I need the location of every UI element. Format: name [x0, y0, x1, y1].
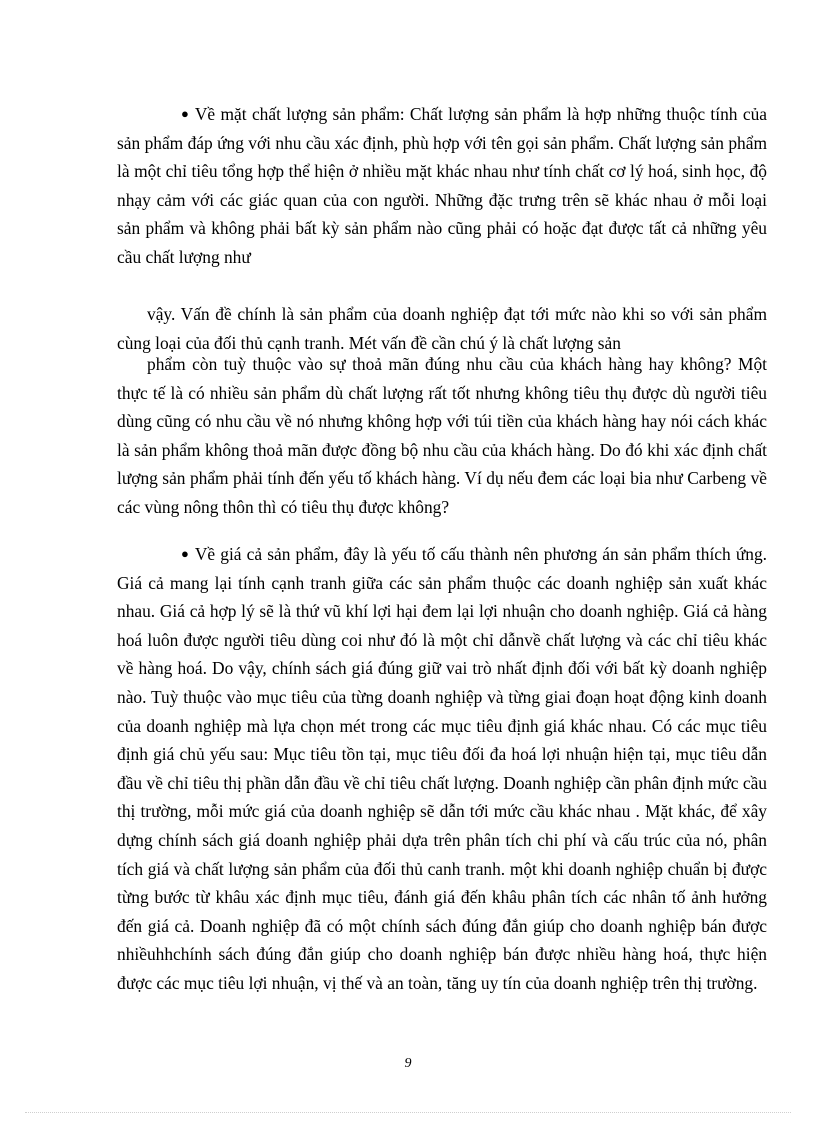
paragraph-text: Về mặt chất lượng sản phẩm: Chất lượng sản phẩm là hợp những thuộc tính của sản phẩm đáp ứng với nhu cầu xác định, phù hợp với tên gọi sản phẩm. Chất lượng sản phẩm là một chỉ tiêu tổng hợp thể hiện ở nhiều mặt khác nhau như tính chất cơ lý hoá, sinh học, độ nhạy cảm với các giác quan của con người. Những đặc trưng trên sẽ khác nhau ở mỗi loại sản phẩm và không phải bất kỳ sản phẩm nào cũng phải có hoặc đạt được tất cả những yêu cầu chất lượng như: [117, 104, 767, 267]
paragraph-text: Về giá cả sản phẩm, đây là yếu tố cấu thành nên phương án sản phẩm thích ứng. Giá cả mang lại tính cạnh tranh giữa các sản phẩm thuộc các doanh nghiệp sản xuất khác nhau. Giá cả hợp lý sẽ là thứ vũ khí lợi hại đem lại lợi nhuận cho doanh nghiệp. Giá cả hàng hoá luôn được người tiêu dùng coi như đó là một chỉ dẫnvề chất lượng và các chỉ tiêu khác về hàng hoá. Do vậy, chính sách giá đúng giữ vai trò nhất định đối với bất kỳ doanh nghiệp nào. Tuỳ thuộc vào mục tiêu của từng doanh nghiệp và từng giai đoạn hoạt động kinh doanh của doanh nghiệp mà lựa chọn mét trong các mục tiêu định giá khác nhau. Có các mục tiêu định giá chủ yếu sau: Mục tiêu tồn tại, mục tiêu đối đa hoá lợi nhuận hiện tại, mục tiêu dẫn đầu về chỉ tiêu thị phần dẫn đầu về chỉ tiêu chất lượng. Doanh nghiệp cần phân định mức cầu thị trường, mỗi mức giá của doanh nghiệp sẽ dẫn tới mức cầu khác nhau . Mặt khác, để xây dựng chính sách giá doanh nghiệp phải dựa trên phân tích chi phí và cấu trúc của nó, phân tích giá và chất lượng sản phẩm của đối thủ canh tranh. một khi doanh nghiệp chuẩn bị được từng bước từ khâu xác định mục tiêu, đánh giá đến khâu phân tích các nhân tố ảnh hưởng đến giá cả. Doanh nghiệp đã có một chính sách đúng đắn giúp cho doanh nghiệp bán được nhiềuhhchính sách đúng đắn giúp cho doanh nghiệp bán được nhiều hàng hoá, thực hiện được các mục tiêu lợi nhuận, vị thế và an toàn, tăng uy tín của doanh nghiệp trên thị trường.: [117, 544, 767, 993]
paragraph-text: phẩm còn tuỳ thuộc vào sự thoả mãn đúng nhu cầu của khách hàng hay không? Một thực tế là có nhiều sản phẩm dù chất lượng rất tốt nhưng không tiêu thụ được dù người tiêu dùng cũng có nhu cầu về nó nhưng không hợp với túi tiền của khách hàng hay nói cách khác là sản phẩm không thoả mãn được đồng bộ nhu cầu của khách hàng. Do đó khi xác định chất lượng sản phẩm phải tính đến yếu tố khách hàng. Ví dụ nếu đem các loại bia như Carbeng về các vùng nông thôn thì có tiêu thụ được không?: [117, 354, 767, 517]
bullet-icon: ●: [181, 546, 189, 561]
paragraph-product-quality: [117, 100, 767, 272]
bullet-icon: ●: [181, 106, 189, 121]
paragraph-text: vậy. Vấn đề chính là sản phẩm của doanh nghiệp đạt tới mức nào khi so với sản phẩm cùng loại của đối thủ cạnh tranh. Mét vấn đề cần chú ý là chất lượng sản: [117, 304, 767, 353]
page-number: 9: [404, 1056, 412, 1071]
paragraph-quality-continued: [117, 300, 767, 357]
page-bottom-divider: [25, 1112, 791, 1113]
paragraph-customer-needs: [117, 350, 767, 522]
paragraph-product-price: [117, 540, 767, 998]
